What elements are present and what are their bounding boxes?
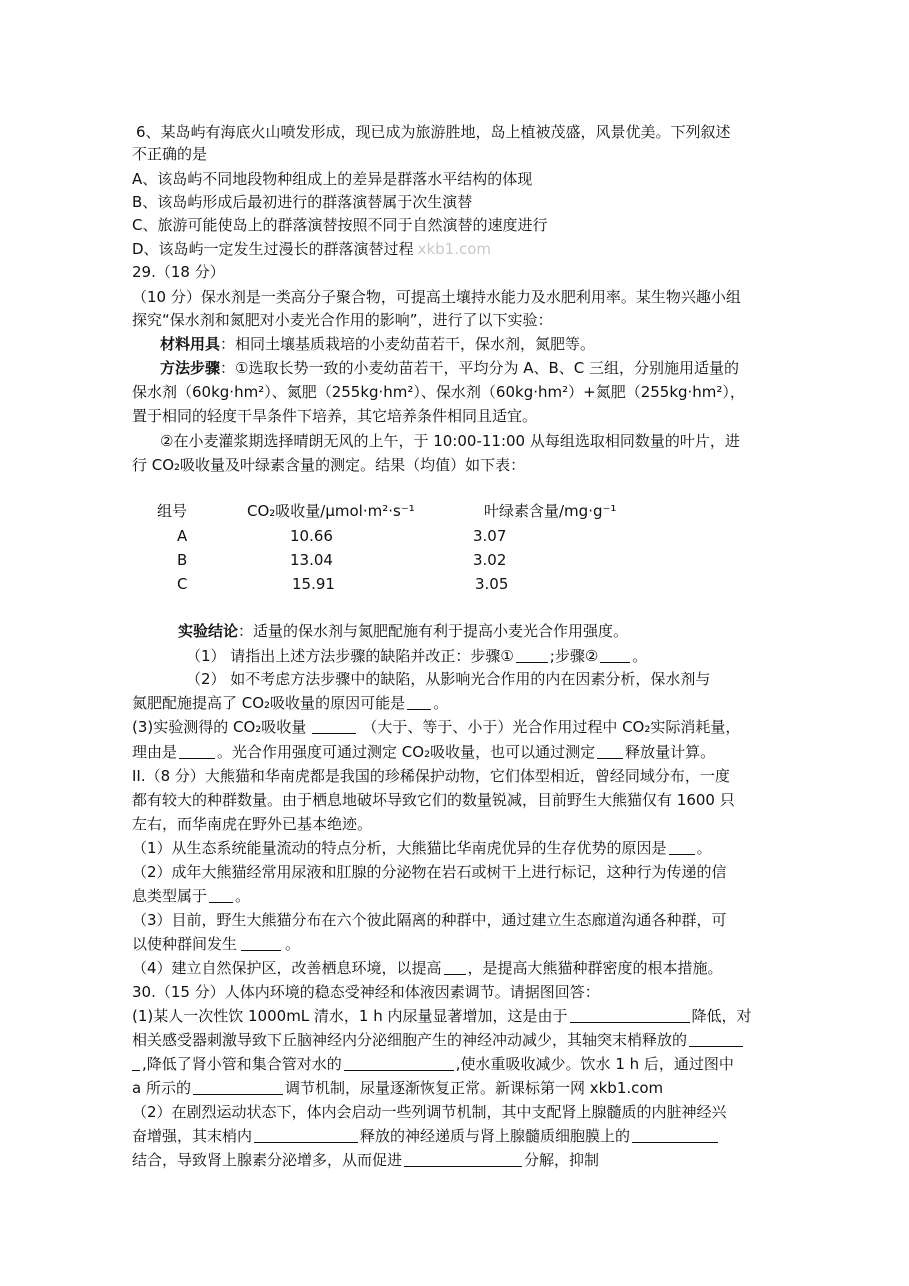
q29-method-line3: 置于相同的轻度干旱条件下培养，其它培养条件相同且适宜。 (132, 407, 538, 425)
q6-option-d: D、该岛屿一定发生过漫长的群落演替过程 xkb1.com (132, 240, 491, 258)
q6-stem-line1: 6、某岛屿有海底火山喷发形成，现已成为旅游胜地，岛上植被茂盛，风景优美。下列叙述 (136, 123, 731, 141)
q29-sub1: （1） 请指出上述方法步骤的缺陷并改正：步骤① ;步骤② 。 (186, 647, 648, 665)
table-header-co2: CO₂吸收量/μmol·m²·s⁻¹ (247, 502, 415, 520)
table-cell: 13.04 (290, 551, 333, 569)
q29-method-line2: 保水剂（60kg·hm²）、氮肥（255kg·hm²）、保水剂（60kg·hm²）+氮肥（255kg·hm²）， (132, 383, 745, 401)
q6-stem-line2: 不正确的是 (132, 145, 208, 163)
table-cell: B (177, 551, 188, 569)
q30-s1-line4: a 所示的 调节机制，尿量逐渐恢复正常。新课标第一网 xkb1.com (132, 1079, 664, 1097)
q30-header: 30.（15 分）人体内环境的稳态受神经和体液因素调节。请据图回答： (132, 983, 600, 1001)
q29-part2-line2: 都有较大的种群数量。由于栖息地破坏导致它们的数量锐减，目前野生大熊猫仅有 1600 只 (132, 791, 735, 809)
q29-method-line5: 行 CO₂吸收量及叶绿素含量的测定。结果（均值）如下表： (132, 456, 526, 474)
q6-option-c: C、旅游可能使岛上的群落演替按照不同于自然演替的速度进行 (132, 216, 548, 234)
q29-part2-q2-line2: 息类型属于 。 (132, 887, 251, 905)
q29-part2-q2-line1: （2）成年大熊猫经常用尿液和肛腺的分泌物在岩石或树干上进行标记，这种行为传递的信 (132, 863, 727, 881)
q30-s1-line1: (1)某人一次性饮 1000mL 清水，1 h 内尿量显著增加，这是由于 降低，对 (132, 1007, 752, 1025)
q29-part2-q3-line2: 以使种群间发生 。 (132, 935, 301, 953)
q30-s2-line3: 结合，导致肾上腺素分泌增多，从而促进 分解，抑制 (132, 1151, 600, 1169)
q29-part2-q4: （4）建立自然保护区，改善栖息环境，以提高 ，是提高大熊猫种群密度的根本措施。 (132, 959, 723, 977)
q29-intro-line2: 探究“保水剂和氮肥对小麦光合作用的影响”，进行了以下实验： (132, 311, 553, 329)
table-cell: 3.05 (475, 575, 509, 593)
q29-sub2-line1: （2） 如不考虑方法步骤中的缺陷，从影响光合作用的内在因素分析，保水剂与 (186, 670, 711, 688)
q29-sub3-line1: (3)实验测得的 CO₂吸收量 （大于、等于、小于）光合作用过程中 CO₂实际消耗量， (132, 718, 741, 736)
q30-s2-line1: （2）在剧烈运动状态下，体内会启动一些列调节机制，其中支配肾上腺髓质的内脏神经兴 (132, 1103, 727, 1121)
q29-sub3-line2: 理由是 。光合作用强度可通过测定 CO₂吸收量，也可以通过测定 释放量计算。 (132, 743, 716, 761)
q29-method-line1: 方法步骤：①选取长势一致的小麦幼苗若干，平均分为 A、B、C 三组，分别施用适量的 (160, 359, 740, 377)
q29-method-line4: ②在小麦灌浆期选择晴朗无风的上午，于 10:00-11:00 从每组选取相同数量的叶片，进 (160, 432, 740, 450)
q29-conclusion: 实验结论：适量的保水剂与氮肥配施有利于提高小麦光合作用强度。 (178, 622, 629, 640)
q29-part2-line1: II.（8 分）大熊猫和华南虎都是我国的珍稀保护动物，它们体型相近，曾经同域分布，一度 (132, 767, 730, 785)
q30-s2-line2: 奋增强，其末梢内 释放的神经递质与肾上腺髓质细胞膜上的 (132, 1125, 720, 1147)
table-cell: C (177, 575, 188, 593)
q29-part2-q1: （1）从生态系统能量流动的特点分析，大熊猫比华南虎优异的生存优势的原因是 。 (132, 839, 712, 857)
q29-part2-q3-line1: （3）目前，野生大熊猫分布在六个彼此隔离的种群中，通过建立生态廊道沟通各种群，可 (132, 911, 727, 929)
table-cell: 3.07 (473, 527, 507, 545)
q6-option-b: B、该岛屿形成后最初进行的群落演替属于次生演替 (132, 193, 473, 211)
table-cell: 10.66 (290, 527, 333, 545)
q30-s1-line2: 相关感受器刺激导致下丘脑神经内分泌细胞产生的神经冲动减少，其轴突末梢释放的 (132, 1029, 745, 1051)
table-header-chlorophyll: 叶绿素含量/mg·g⁻¹ (484, 502, 617, 520)
table-cell: A (177, 527, 188, 545)
table-cell: 3.02 (473, 551, 507, 569)
q29-sub2-line2: 氮肥配施提高了 CO₂吸收量的原因可能是 。 (132, 694, 449, 712)
q29-header: 29.（18 分） (132, 263, 225, 281)
q29-intro-line1: （10 分）保水剂是一类高分子聚合物，可提高土壤持水能力及水肥利用率。某生物兴趣小组 (132, 288, 741, 306)
q29-materials: 材料用具：相同土壤基质栽培的小麦幼苗若干，保水剂，氮肥等。 (160, 335, 596, 353)
watermark: xkb1.com (417, 240, 491, 258)
q30-s1-line3: ,降低了肾小管和集合管对水的 ,使水重吸收减少。饮水 1 h 后，通过图中 (132, 1053, 734, 1075)
q6-option-a: A、该岛屿不同地段物种组成上的差异是群落水平结构的体现 (132, 170, 533, 188)
table-header-group: 组号 (157, 502, 188, 520)
table-cell: 15.91 (292, 575, 335, 593)
q29-part2-line3: 左右，而华南虎在野外已基本绝迹。 (132, 815, 373, 833)
